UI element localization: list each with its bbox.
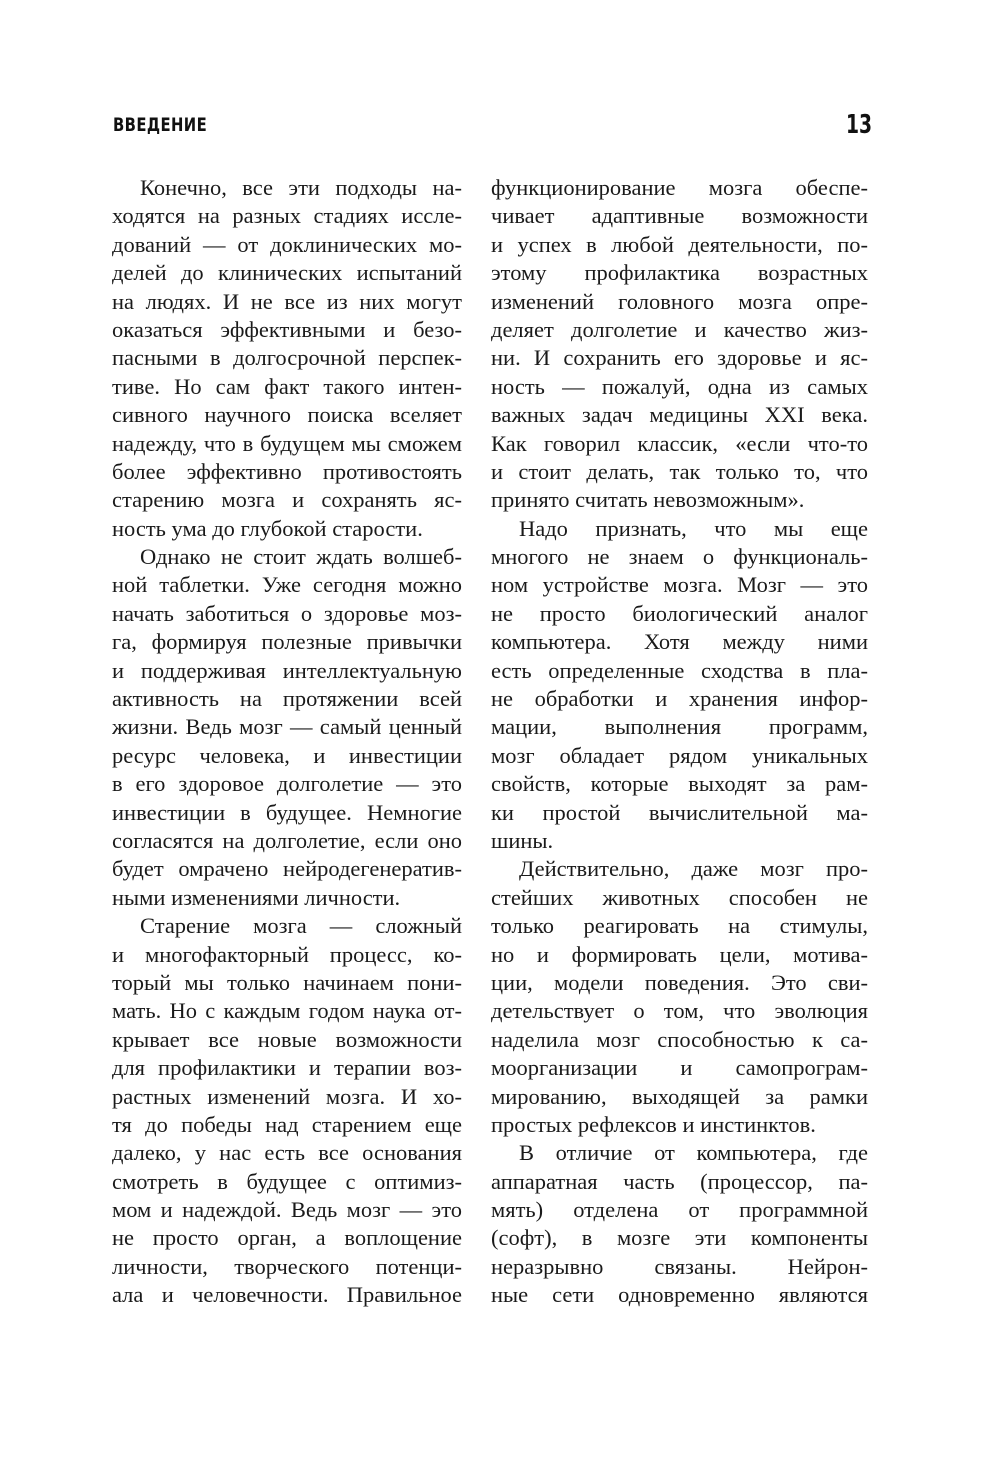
left-column [112,174,462,1310]
text-line: жизни. Ведь мозг — самый ценный [112,714,462,740]
text-line: моорганизации и самопрограм- [491,1055,868,1081]
paragraph-first-line: Старение мозга — сложный [140,913,462,939]
text-line: принято считать невозможным». [491,487,805,513]
text-line: функционирование мозга обеспе- [491,175,868,200]
text-line: ки простой вычислительной ма- [491,799,868,825]
text-line: старению мозга и сохранять яс- [112,487,462,513]
paragraph-first-line: Однако не стоит ждать волшеб- [140,544,462,570]
text-line: многого не знаем о функциональ- [491,544,868,570]
text-line: и стоит делать, так только то, что [491,458,868,484]
text-line: и поддерживая интеллектуальную [112,657,462,683]
text-line: оказаться эффективными и безо- [112,316,462,342]
text-line: на людях. И не все из них могут [112,288,462,314]
text-line: есть определенные сходства в пла- [491,657,868,683]
text-line: не просто биологический аналог [491,600,868,626]
text-line: инвестиции в будущее. Немногие [112,799,462,825]
text-line: начать заботиться о здоровье моз- [112,600,462,626]
paragraph-first-line: В отличие от компьютера, где [519,1140,868,1166]
text-line: мации, выполнения программ, [491,714,868,740]
text-line: ность — пожалуй, одна из самых [491,373,868,399]
text-line: ала и человечности. Правильное [112,1282,462,1308]
text-line: торый мы только начинаем пони- [112,969,462,995]
text-line: деляет долголетие и качество жиз- [491,316,868,342]
text-line: мозг обладает рядом уникальных [491,742,868,768]
text-line: мать. Но с каждым годом наука от- [112,998,462,1024]
text-line: согласятся на долголетие, если оно [112,827,462,853]
text-line: наделила мозг способностью к са- [491,1026,868,1052]
paragraph-first-line: Надо признать, что мы еще [519,515,868,541]
text-line: не просто орган, а воплощение [112,1225,462,1251]
text-line: ной таблетки. Уже сегодня можно [112,572,462,598]
text-line: растных изменений мозга. И хо- [112,1083,462,1109]
text-line: в его здоровое долголетие — это [112,771,462,797]
text-line: этому профилактика возрастных [491,260,868,286]
text-line: для профилактики и терапии воз- [112,1055,462,1081]
text-line: смотреть в будущее с оптимиз- [112,1168,462,1194]
text-line: и успех в любой деятельности, по- [491,231,868,257]
text-line: ном устройстве мозга. Мозг — это [491,572,868,598]
text-line: ные сети одновременно являются [491,1282,868,1308]
paragraph-first-line: Действительно, даже мозг про- [519,856,868,882]
page-number: 13 [846,110,873,140]
text-line: только реагировать на стимулы, [491,913,868,939]
text-line: будет омрачено нейродегенератив- [112,856,462,882]
text-line: крывает все новые возможности [112,1026,462,1052]
text-line: не обработки и хранения инфор- [491,686,868,712]
text-line: чивает адаптивные возможности [491,203,868,229]
text-line: и многофакторный процесс, ко- [112,941,462,967]
text-line: но и формировать цели, мотива- [491,941,868,967]
text-line: более эффективно противостоять [112,458,462,484]
text-line: простых рефлексов и инстинктов. [491,1111,816,1137]
text-line: мом и надеждой. Ведь мозг — это [112,1197,462,1223]
text-line: пасными в долгосрочной перспек- [112,345,462,371]
text-line: дований — от доклинических мо- [112,231,462,257]
text-line: мять) отделена от программной [491,1197,868,1223]
text-line: активность на протяжении всей [112,686,462,712]
text-line: делей до клинических испытаний [112,260,462,286]
text-line: га, формируя полезные привычки [112,629,462,655]
text-line: свойств, которые выходят за рам- [491,771,868,797]
text-line: изменений головного мозга опре- [491,288,868,314]
text-line: ность ума до глубокой старости. [112,515,423,541]
text-line: ходятся на разных стадиях иссле- [112,203,462,229]
right-column [491,174,868,1310]
text-line: ции, модели поведения. Это сви- [491,969,868,995]
text-line: важных задач медицины XXI века. [491,402,868,428]
text-line: ными изменениями личности. [112,884,401,910]
running-head: ВВЕДЕНИЕ [113,114,208,136]
text-line: (софт), в мозге эти компоненты [491,1225,868,1251]
text-line: мированию, выходящей за рамки [491,1083,868,1109]
text-line: компьютера. Хотя между ними [491,629,868,655]
text-line: тиве. Но сам факт такого интен- [112,373,462,399]
text-line: детельствует о том, что эволюция [491,998,868,1024]
text-line: ни. И сохранить его здоровье и яс- [491,345,868,371]
text-line: тя до победы над старением еще [112,1111,462,1137]
text-line: шины. [491,827,554,853]
text-line: Как говорил классик, «если что-то [491,430,868,456]
text-line: ресурс человека, и инвестиции [112,742,462,768]
text-line: неразрывно связаны. Нейрон- [491,1253,868,1279]
text-line: аппаратная часть (процессор, па- [491,1168,868,1194]
text-line: далеко, у нас есть все основания [112,1140,462,1166]
text-line: сивного научного поиска вселяет [112,402,462,428]
paragraph-first-line: Конечно, все эти подходы на- [140,175,462,200]
text-line: надежду, что в будущем мы сможем [112,430,462,456]
text-line: личности, творческого потенци- [112,1253,462,1279]
text-line: стейших животных способен не [491,884,868,910]
